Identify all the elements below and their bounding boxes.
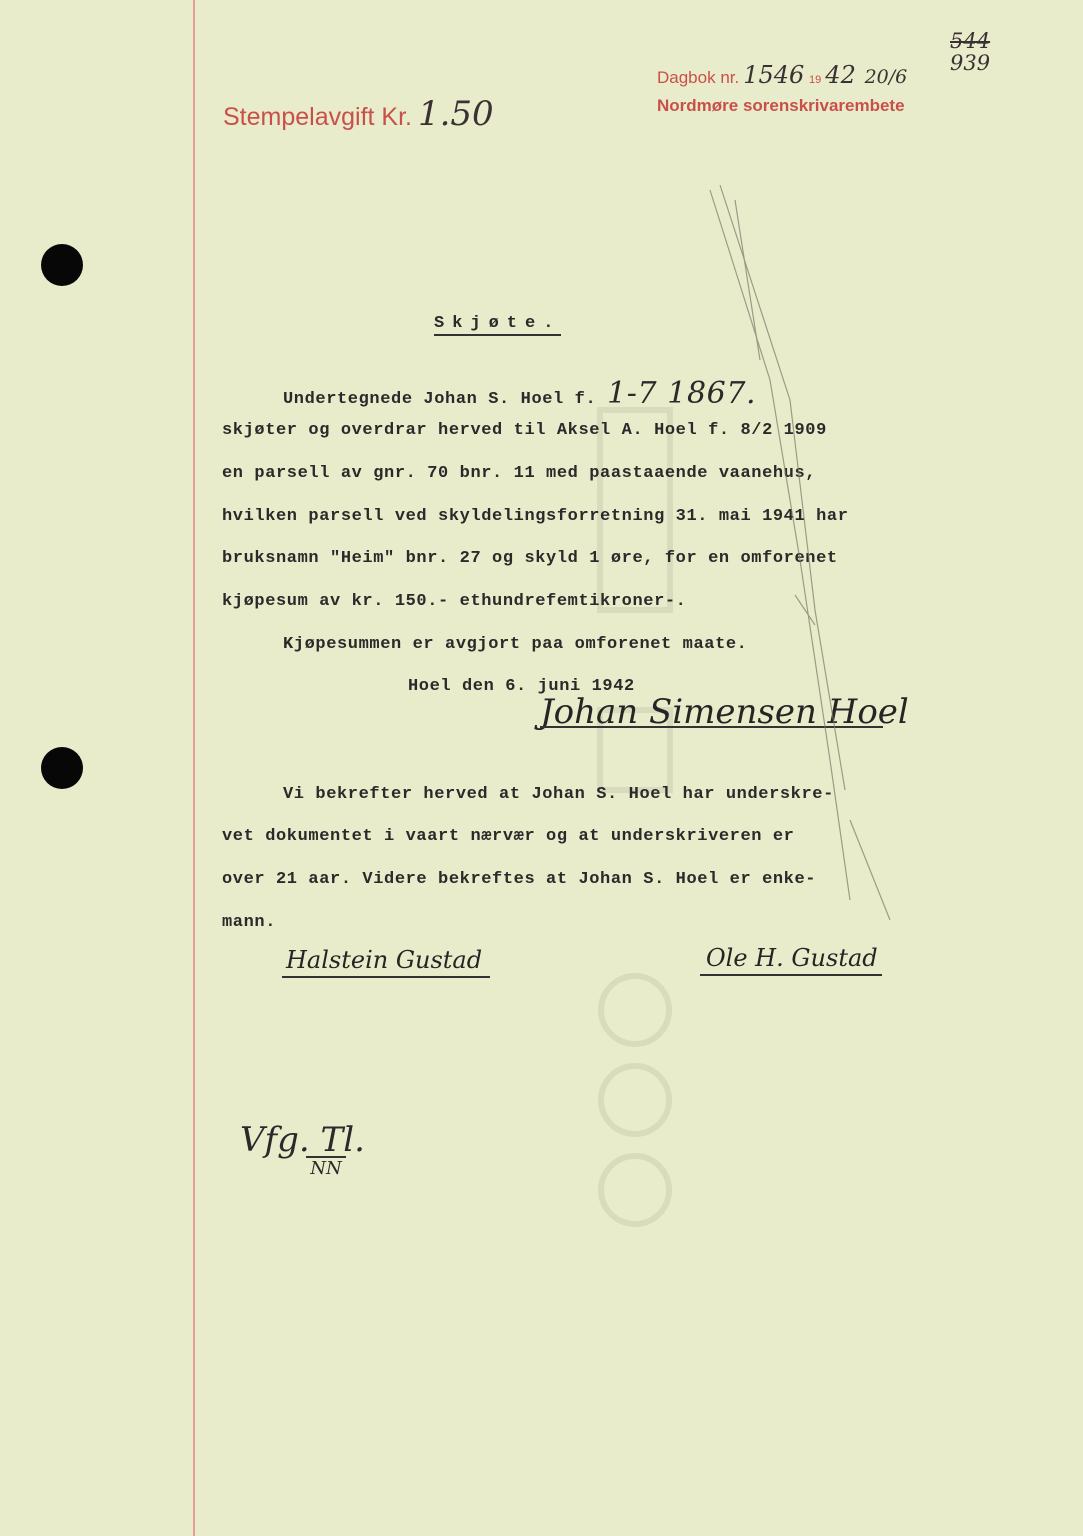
registry-initials-main: Vfg. Tl. bbox=[240, 1120, 365, 1160]
document-title: Skjøte. bbox=[434, 314, 561, 336]
register-office: Nordmøre sorenskrivarembete bbox=[657, 96, 905, 115]
witness-1-signature: Halstein Gustad bbox=[282, 946, 490, 978]
folio-number bbox=[950, 30, 990, 74]
stamp-duty bbox=[223, 94, 494, 134]
register-year: 42 bbox=[825, 61, 856, 89]
witness-2-signature: Ole H. Gustad bbox=[700, 944, 882, 976]
body-line-2: skjøter og overdrar herved til Aksel A. Hoel f. 8/2 1909 bbox=[222, 421, 827, 440]
register-date: 20/6 bbox=[864, 66, 908, 88]
register-number: 1546 bbox=[743, 61, 805, 89]
body-line-4: hvilken parsell ved skyldelingsforretning 31. mai 1941 har bbox=[222, 507, 849, 526]
witness-line-4: mann. bbox=[222, 913, 277, 932]
punch-hole-bottom bbox=[41, 747, 83, 789]
register-stamp bbox=[657, 62, 907, 119]
birth-date-handwritten: 1-7 1867. bbox=[607, 376, 757, 411]
body-line-6: kjøpesum av kr. 150.- ethundrefemtikroner-. bbox=[222, 592, 687, 611]
folio-current: 939 bbox=[950, 51, 991, 75]
register-label: Dagbok nr. bbox=[657, 68, 740, 87]
stamp-duty-amount: 1.50 bbox=[417, 94, 494, 134]
body-line-5: bruksnamn "Heim" bnr. 27 og skyld 1 øre, for en omforenet bbox=[222, 549, 838, 568]
seller-signature: Johan Simensen Hoel bbox=[540, 692, 909, 732]
place-date: Hoel den 6. juni 1942 bbox=[408, 677, 635, 696]
body-line-3: en parsell av gnr. 70 bnr. 11 med paastaaende vaanehus, bbox=[222, 464, 817, 483]
body-line-1 bbox=[283, 376, 756, 411]
witness-line-2: vet dokumentet i vaart nærvær og at underskriveren er bbox=[222, 827, 795, 846]
register-year-prefix: 19 bbox=[809, 74, 822, 86]
witness-line-3: over 21 aar. Videre bekreftes at Johan S. Hoel er enke- bbox=[222, 870, 817, 889]
payment-line: Kjøpesummen er avgjort paa omforenet maate. bbox=[283, 635, 748, 654]
registry-initials-sub: NN bbox=[306, 1156, 346, 1179]
stamp-duty-label: Stempelavgift Kr. bbox=[223, 103, 412, 131]
body-line-1-text: Undertegnede Johan S. Hoel f. bbox=[283, 390, 608, 409]
registry-initials bbox=[240, 1120, 365, 1179]
punch-hole-top bbox=[41, 244, 83, 286]
witness-line-1: Vi bekrefter herved at Johan S. Hoel har underskre- bbox=[283, 785, 834, 804]
margin-rule bbox=[193, 0, 195, 1536]
folio-crossed-out: 544 bbox=[950, 29, 991, 53]
